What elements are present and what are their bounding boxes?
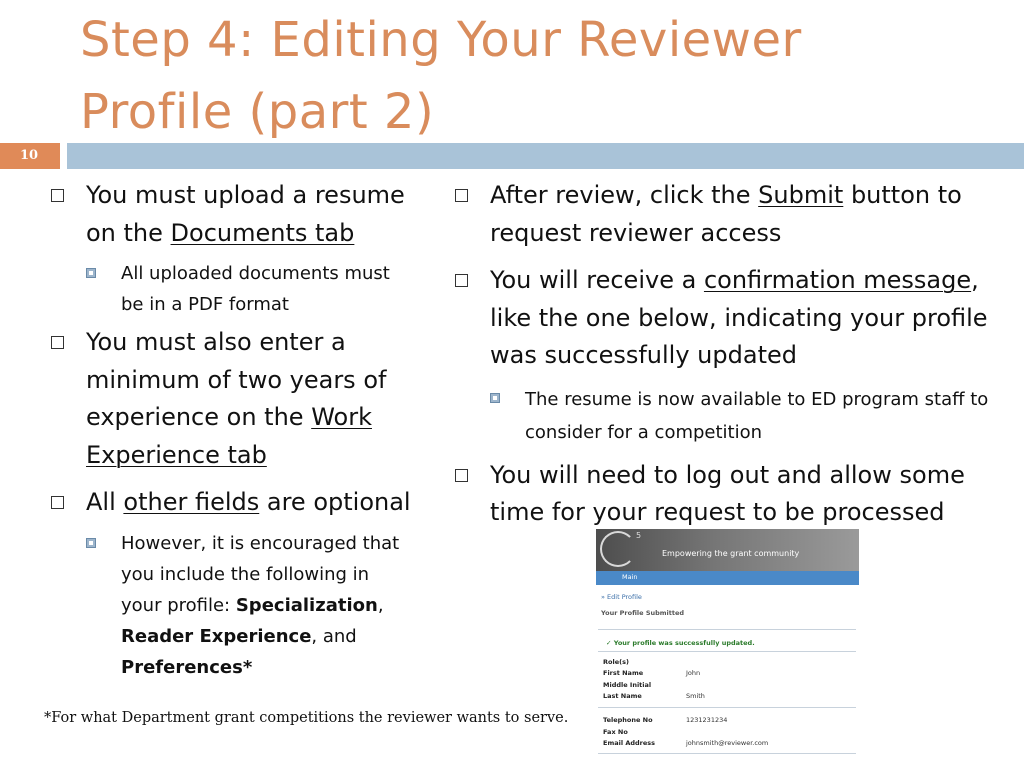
filled-square-bullet-icon — [86, 268, 96, 278]
divider — [598, 651, 856, 652]
bullet-work-experience — [51, 324, 416, 474]
slide-title-line1: Step 4: Editing Your Reviewer — [80, 12, 802, 68]
specialization-text: Specialization — [235, 594, 378, 616]
separator-text: , — [377, 594, 384, 616]
bullet-text: are optional — [259, 488, 411, 516]
edit-profile-link[interactable]: » Edit Profile — [601, 593, 642, 601]
sub-bullet-text: All uploaded documents must be in a PDF format — [121, 263, 390, 315]
g5-logo-icon — [600, 531, 636, 567]
first-name-value: John — [686, 669, 701, 677]
filled-square-bullet-icon — [86, 538, 96, 548]
roles-label: Role(s) — [603, 658, 629, 666]
sub-bullet-resume-available — [490, 383, 990, 449]
bullet-text: You will need to log out and allow some time for your request to be processed — [490, 460, 965, 526]
profile-submitted-heading: Your Profile Submitted — [601, 609, 685, 617]
bullet-text: After review, click the — [490, 181, 759, 209]
square-bullet-icon — [51, 336, 64, 349]
slide-title-line2: Profile (part 2) — [80, 84, 435, 140]
last-name-label: Last Name — [603, 692, 642, 700]
documents-tab-link: Documents tab — [170, 218, 355, 247]
sub-list — [86, 258, 406, 320]
email-value: johnsmith@reviewer.com — [686, 739, 769, 747]
g5-nav-main[interactable]: Main — [622, 573, 638, 581]
telephone-value: 1231231234 — [686, 716, 728, 724]
bullet-text: You will receive a — [490, 266, 704, 294]
bullet-confirmation — [455, 262, 1015, 375]
bullet-submit — [455, 177, 1000, 252]
g5-logo-sup: 5 — [636, 531, 642, 540]
telephone-label: Telephone No — [603, 716, 653, 724]
g5-confirmation-screenshot — [596, 529, 859, 768]
sub-bullet-pdf-format — [86, 258, 406, 320]
bullet-text: , like the one below, indicating your profile was successfully updated — [490, 266, 988, 369]
square-bullet-icon — [455, 274, 468, 287]
right-column — [455, 177, 1015, 532]
fax-label: Fax No — [603, 728, 628, 736]
square-bullet-icon — [455, 189, 468, 202]
title-divider-bar — [67, 143, 1024, 169]
divider — [598, 707, 856, 708]
email-label: Email Address — [603, 739, 656, 747]
success-message: ✓ Your profile was successfully updated. — [606, 639, 755, 647]
asterisk-text: * — [242, 656, 253, 678]
sub-bullet-text: However, it is encouraged that you include the following in your profile: — [121, 532, 400, 616]
sub-bullet-text: The resume is now available to ED program staff to consider for a competition — [525, 388, 989, 443]
bullet-text: You must upload a resume on the — [86, 181, 405, 247]
square-bullet-icon — [51, 189, 64, 202]
bullet-text: You must also enter a minimum of two years of experience on the — [86, 328, 387, 431]
square-bullet-icon — [51, 496, 64, 509]
footnote: *For what Department grant competitions the reviewer wants to serve. — [44, 710, 569, 726]
filled-square-bullet-icon — [490, 393, 500, 403]
sub-list — [86, 528, 406, 683]
separator-text: , and — [311, 625, 357, 647]
bullet-log-out — [455, 457, 1024, 532]
reader-experience-text: Reader Experience — [121, 625, 312, 647]
bullet-text: All — [86, 488, 124, 516]
g5-tagline: Empowering the grant community — [662, 549, 800, 558]
left-column — [51, 177, 441, 683]
slide-number: 10 — [0, 143, 60, 169]
bullet-other-fields — [51, 484, 441, 522]
bullet-text: button to request reviewer access — [490, 181, 962, 247]
submit-link: Submit — [758, 181, 844, 209]
sub-list — [490, 383, 990, 449]
divider — [598, 753, 856, 754]
slide-title — [80, 4, 980, 148]
middle-initial-label: Middle Initial — [603, 681, 652, 689]
last-name-value: Smith — [686, 692, 705, 700]
first-name-label: First Name — [603, 669, 644, 677]
confirmation-message-link: confirmation message — [703, 266, 972, 294]
divider — [598, 629, 856, 630]
square-bullet-icon — [455, 469, 468, 482]
bullet-upload-resume — [51, 177, 441, 252]
work-experience-tab-link: Work Experience tab — [86, 403, 372, 469]
sub-bullet-encouraged-fields — [86, 528, 406, 683]
preferences-text: Preferences — [121, 656, 243, 678]
other-fields-link: other fields — [123, 488, 260, 516]
